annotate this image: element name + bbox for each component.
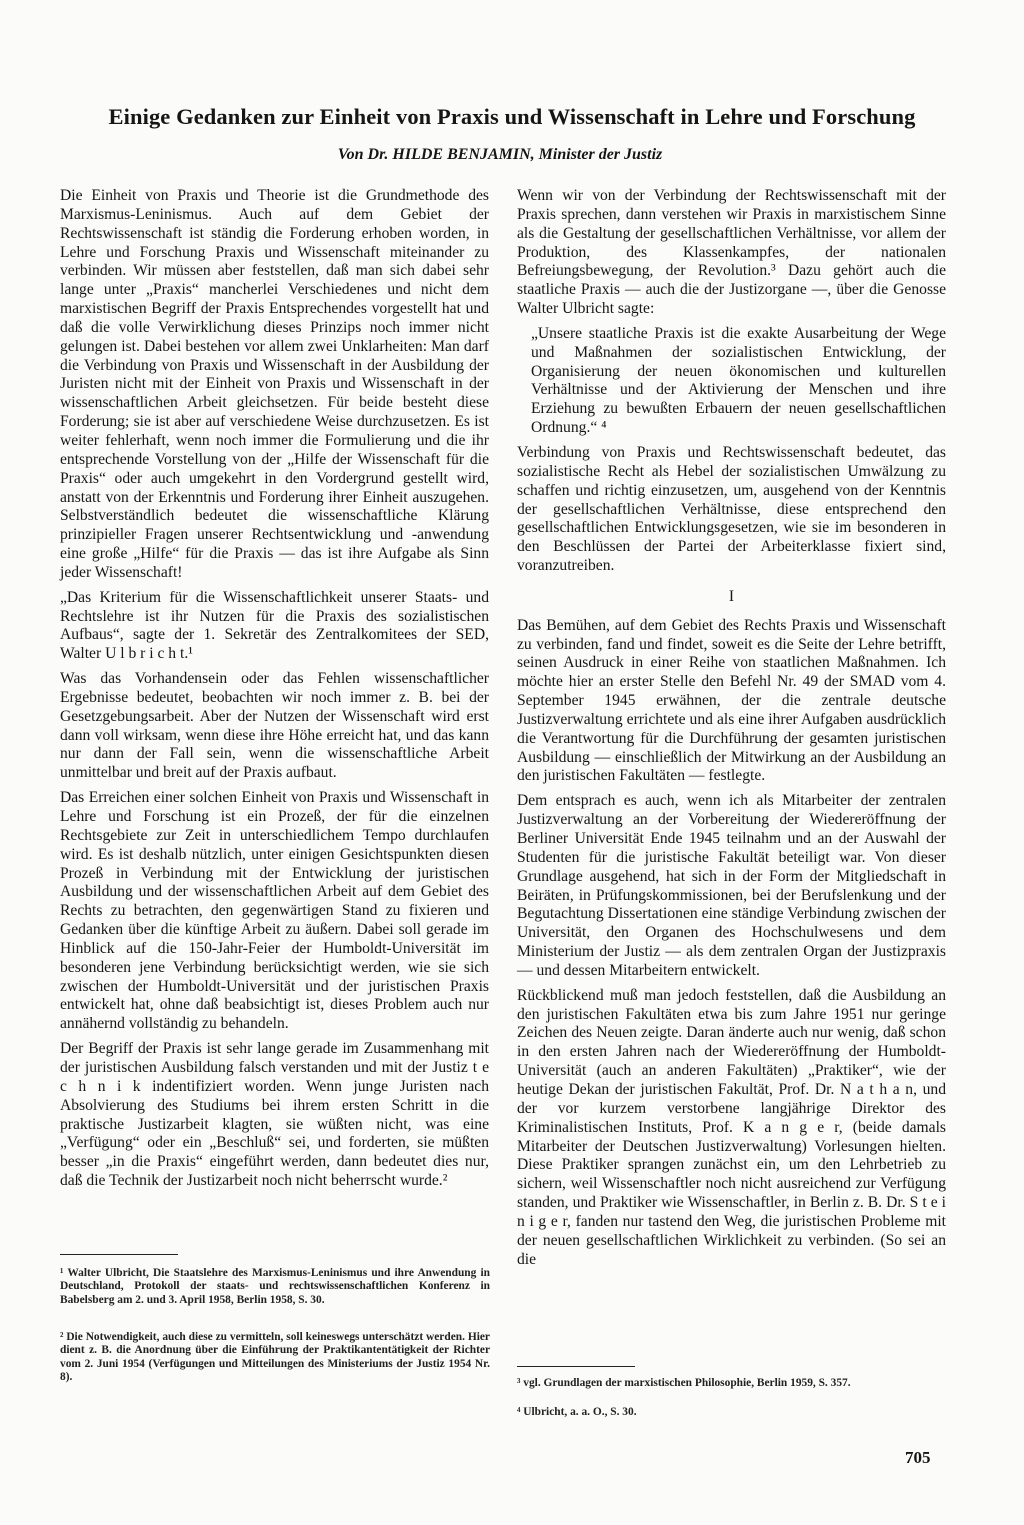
paragraph: „Das Kriterium für die Wissenschaftlichkeit unserer Staats- und Rechtslehre ist ihr Nutzen für die Praxis des sozialistischen Aufbaus“, sagte der 1. Sekretär des Zentralkomitees der SED, Walter U l b r i c h t.¹ bbox=[60, 588, 489, 663]
paragraph: Das Bemühen, auf dem Gebiet des Rechts Praxis und Wissenschaft zu verbinden, fand und findet, soweit es die Seite der Lehre betrifft, seinen Ausdruck in einer Reihe von staatlichen Maßnahmen. Ich möchte hier an erster Stelle den Befehl Nr. 49 der SMAD vom 4. September 1945 erwähnen, der die zentrale deutsche Justizverwaltung errichtete und als eine ihrer Aufgaben ausdrücklich die Verantwortung für die Durchführung der gesamten juristischen Ausbildung — einschließlich der Mitwirkung an der Ausbildung an den juristischen Fakultäten — festlegte. bbox=[517, 616, 946, 785]
paragraph: Rückblickend muß man jedoch feststellen, daß die Ausbildung an den juristischen Fakultäten etwa bis zum Jahre 1951 nur geringe Zeichen des Neuen zeigte. Daran änderte auch nur wenig, daß schon in den ersten Jahren nach der Wiedereröffnung der Humboldt-Universität (auch an anderen Fakultäten) „Praktiker“, wie der heutige Dekan der juristischen Fakultät, Prof. Dr. N a t h a n, und der vor kurzem verstorbene langjährige Direktor des Kriminalistischen Instituts, Prof. K a n g e r, (beide damals Mitarbeiter der Deutschen Justizverwaltung) Vorlesungen hielten. Diese Praktiker sprangen zunächst ein, um den Lehrbetrieb zu sichern, weil Wissenschaftler noch nicht ausreichend zur Verfügung standen, und Praktiker wie Wissenschaftler, in Berlin z. B. Dr. S t e i n i g e r, fanden nur tastend den Weg, die juristischen Probleme mit der neuen gesellschaftlichen Wirklichkeit zu verbinden. (So sei an die bbox=[517, 986, 946, 1268]
article-byline: Von Dr. HILDE BENJAMIN, Minister der Justiz bbox=[337, 146, 663, 163]
footnote: ¹ Walter Ulbricht, Die Staatslehre des Marxismus-Leninismus und ihre Anwendung in Deutschland, Protokoll der staats- und rechtswissenschaftlichen Konferenz in Babelsberg am 2. und 3. April 1958, Berlin 1958, S. 30. bbox=[60, 1267, 490, 1306]
footnote: ² Die Notwendigkeit, auch diese zu vermitteln, soll keineswegs unterschätzt werden. Hier dient z. B. die Anordnung über die Einführung der Praktikantentätigkeit der Richter vom 2. Juni 1954 (Verfügungen und Mitteilungen des Ministeriums der Justiz 1954 Nr. 8). bbox=[60, 1331, 490, 1384]
right-text-column bbox=[517, 187, 946, 1275]
paragraph: Wenn wir von der Verbindung der Rechtswissenschaft mit der Praxis sprechen, dann verstehen wir Praxis in marxistischem Sinne als die Gestaltung der gesellschaftlichen Verhältnisse, vor allem der Produktion, des Klassenkampfes, der nationalen Befreiungsbewegung, der Revolution.³ Dazu gehört auch die staatliche Praxis — auch die der Justizorgane —, über die Genosse Walter Ulbricht sagte: bbox=[517, 187, 946, 318]
paragraph: Die Einheit von Praxis und Theorie ist die Grundmethode des Marxismus-Leninismus. Auch auf dem Gebiet der Rechtswissenschaft ist ständig die Forderung erhoben worden, in Lehre und Forschung Praxis und Wissenschaft miteinander zu verbinden. Wir müssen aber feststellen, daß man sich dabei sehr lange unter „Praxis“ mancherlei Verschiedenes und nicht dem marxistischen Begriff der Praxis Entsprechendes vorgestellt hat und daß die volle Verwirklichung dieses Prinzips noch immer nicht gelungen ist. Dabei bestehen vor allem zwei Unklarheiten: Man darf die Verbindung von Praxis und Wissenschaft in der Ausbildung der Juristen nicht mit der Einheit von Praxis und Wissenschaft in der wissenschaftlichen Arbeit gleichsetzen. Für beide besteht diese Forderung; sie ist aber auf verschiedene Weise durchzusetzen. Es ist weiter fehlerhaft, wenn noch immer die Formulierung und die ihr entsprechende Vorstellung von der „Hilfe der Wissenschaft für die Praxis“ oder auch umgekehrt in den Vordergrund gestellt wird, anstatt von der Erkenntnis und Forderung ihrer Einheit auszugehen. Selbstverständlich bedeutet die wissenschaftliche Klärung prinzipieller Fragen unserer Rechtsentwicklung und -anwendung eine große „Hilfe“ für die Praxis — das ist ihre Aufgabe als Sinn jeder Wissenschaft! bbox=[60, 187, 489, 581]
paragraph: Das Erreichen einer solchen Einheit von Praxis und Wissenschaft in Lehre und Forschung ist ein Prozeß, der für die einzelnen Rechtsgebiete zur Zeit in unterschiedlichem Tempo durchlaufen wird. Es ist deshalb nützlich, unter einigen Gesichtspunkten diesen Prozeß in Verbindung mit der Entwicklung der juristischen Ausbildung und der wissenschaftlichen Arbeit auf dem Gebiet des Rechts zu betrachten, den gegenwärtigen Stand zu fixieren und Gedanken über die künftige Arbeit zu äußern. Dabei soll gerade im Hinblick auf die 150-Jahr-Feier der Humboldt-Universität im besonderen jene Verbindung berücksichtigt werden, wie sie sich zwischen der Humboldt-Universität und der juristischen Praxis entwickelt hat, ohne daß beabsichtigt ist, dieses Problem auch nur annähernd vollständig zu behandeln. bbox=[60, 789, 489, 1033]
section-heading: I bbox=[728, 587, 735, 605]
paragraph: Verbindung von Praxis und Rechtswissenschaft bedeutet, das sozialistische Recht als Hebel der sozialistischen Umwälzung zu schaffen und richtig einzusetzen, um, ausgehend von der Kenntnis der gesellschaftlichen Verhältnisse, diese entsprechend den gesellschaftlichen Entwicklungsgesetzen, wie sie im besonderen in den Beschlüssen der Partei der Arbeiterklasse fixiert sind, voranzutreiben. bbox=[517, 443, 946, 575]
block-quote: „Unsere staatliche Praxis ist die exakte Ausarbeitung der Wege und Maßnahmen der sozialistischen Entwicklung, der Organisierung der neuen ökonomischen und kulturellen Verhältnisse und der Aktivierung der Menschen und ihre Erziehung zu bewußten Erbauern der neuen gesellschaftlichen Ordnung.“ ⁴ bbox=[531, 324, 946, 437]
footnote-divider bbox=[517, 1366, 635, 1367]
paragraph: Der Begriff der Praxis ist sehr lange gerade im Zusammenhang mit der juristischen Ausbildung falsch verstanden und mit der Justiz t e c h n i k indentifiziert worden. Wenn junge Juristen nach Absolvierung des Studiums bei ihrem ersten Schritt in die praktische Justizarbeit klagten, sie wüßten nicht, was eine „Verfügung“ oder ein „Beschluß“ sei, und forderten, sie müßten besser „in die Praxis“ eingeführt werden, dann bedeutet dies nur, daß die Technik der Justizarbeit noch nicht beherrscht wurde.² bbox=[60, 1040, 489, 1190]
page-number: 705 bbox=[905, 1448, 931, 1467]
paragraph: Dem entsprach es auch, wenn ich als Mitarbeiter der zentralen Justizverwaltung an der Vorbereitung der Wiedereröffnung der Berliner Universität Ende 1945 teilnahm und an der Auswahl der Studenten für die juristische Fakultät beteiligt war. Von dieser Grundlage ausgehend, hat sich in der Form der Mitgliedschaft in Beiräten, in Prüfungskommissionen, bei der Berufslenkung und der Begutachtung Dissertationen eine ständige Verbindung zwischen der Universität, den Organen des Hochschulwesens und dem Ministerium der Justiz — als dem zentralen Organ der Justizpraxis — und dessen Mitarbeitern entwickelt. bbox=[517, 792, 946, 979]
footnote-divider bbox=[60, 1254, 178, 1255]
footnote: ³ vgl. Grundlagen der marxistischen Philosophie, Berlin 1959, S. 357. bbox=[517, 1377, 851, 1389]
article-title: Einige Gedanken zur Einheit von Praxis und Wissenschaft in Lehre und Forschung bbox=[108, 104, 916, 129]
left-text-column bbox=[60, 187, 489, 1197]
paragraph: Was das Vorhandensein oder das Fehlen wissenschaftlicher Ergebnisse bedeutet, beobachten wir noch immer z. B. bei der Gesetzgebungsarbeit. Aber der Nutzen der Wissenschaft wird erst dann voll wirksam, wenn diese ihre Höhe erreicht hat, und das kann nur dann der Fall sein, wenn die wissenschaftliche Arbeit unmittelbar und breit auf der Praxis aufbaut. bbox=[60, 670, 489, 782]
footnote: ⁴ Ulbricht, a. a. O., S. 30. bbox=[517, 1406, 637, 1418]
